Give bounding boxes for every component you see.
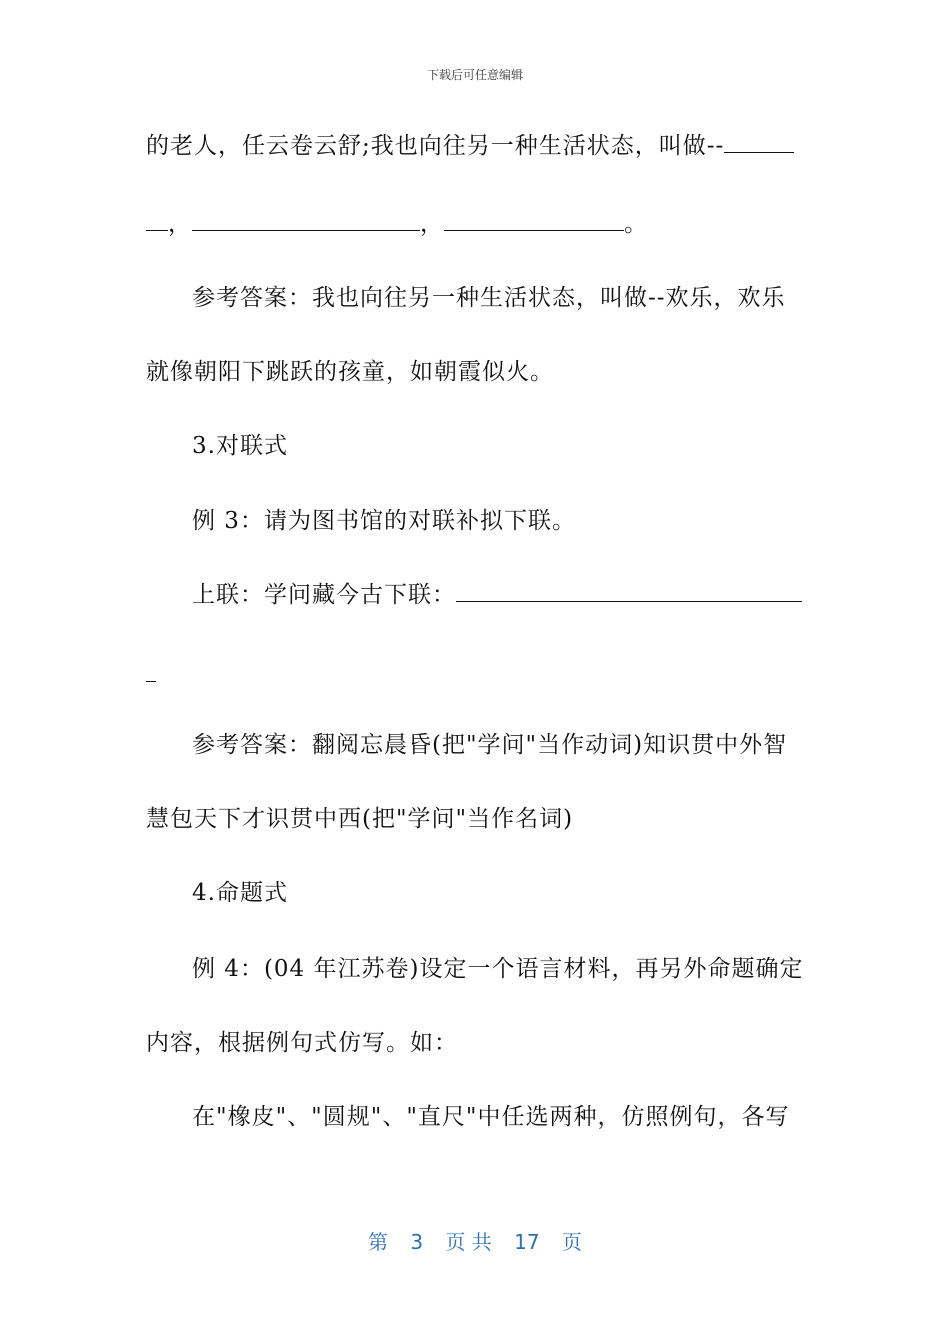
couplet-prompt: 上联：学问藏今古下联： xyxy=(192,582,456,608)
section-3-heading: 3.对联式 xyxy=(192,433,288,459)
page-current: 3 xyxy=(410,1230,424,1254)
answer-3-line-b: 慧包天下才识贯中西(把"学问"当作名词) xyxy=(146,806,574,832)
text-line-2 xyxy=(146,209,806,239)
fill-blank xyxy=(146,212,168,231)
page-total: 17 xyxy=(514,1230,540,1254)
fill-blank xyxy=(724,134,794,153)
section-4-heading: 4.命题式 xyxy=(192,880,288,906)
couplet-prompt-line xyxy=(192,580,852,610)
page-footer xyxy=(0,1226,950,1255)
line2-comma-2: ， xyxy=(420,211,444,237)
instruction-line: 在"橡皮"、"圆规"、"直尺"中任选两种，仿照例句，各写 xyxy=(192,1104,790,1130)
fill-blank xyxy=(146,663,156,682)
header-note: 下载后可任意编辑 xyxy=(426,68,523,82)
line2-end: 。 xyxy=(624,211,648,237)
line2-comma-1: ， xyxy=(168,211,192,237)
answer-3-line-a: 参考答案：翻阅忘晨昏(把"学问"当作动词)知识贯中外智 xyxy=(192,732,788,758)
text-line-1 xyxy=(146,131,806,161)
fill-blank xyxy=(192,212,420,231)
line1-text: 的老人，任云卷云舒;我也向往另一种生活状态，叫做-- xyxy=(146,133,725,159)
fill-blank xyxy=(444,212,624,231)
answer-1-line-a: 参考答案：我也向往另一种生活状态，叫做--欢乐，欢乐 xyxy=(192,285,786,311)
example-3: 例 3：请为图书馆的对联补拟下联。 xyxy=(192,508,576,534)
page-label-start: 第 xyxy=(368,1230,388,1254)
page-label-end: 页 xyxy=(561,1230,582,1254)
fill-blank xyxy=(456,583,802,602)
couplet-blank-tail xyxy=(146,660,806,690)
page-label-mid: 页 共 xyxy=(445,1230,492,1254)
example-4-line-a: 例 4：(04 年江苏卷)设定一个语言材料，再另外命题确定 xyxy=(192,956,804,982)
answer-1-line-b: 就像朝阳下跳跃的孩童，如朝霞似火。 xyxy=(146,359,554,385)
example-4-line-b: 内容，根据例句式仿写。如： xyxy=(146,1030,458,1056)
